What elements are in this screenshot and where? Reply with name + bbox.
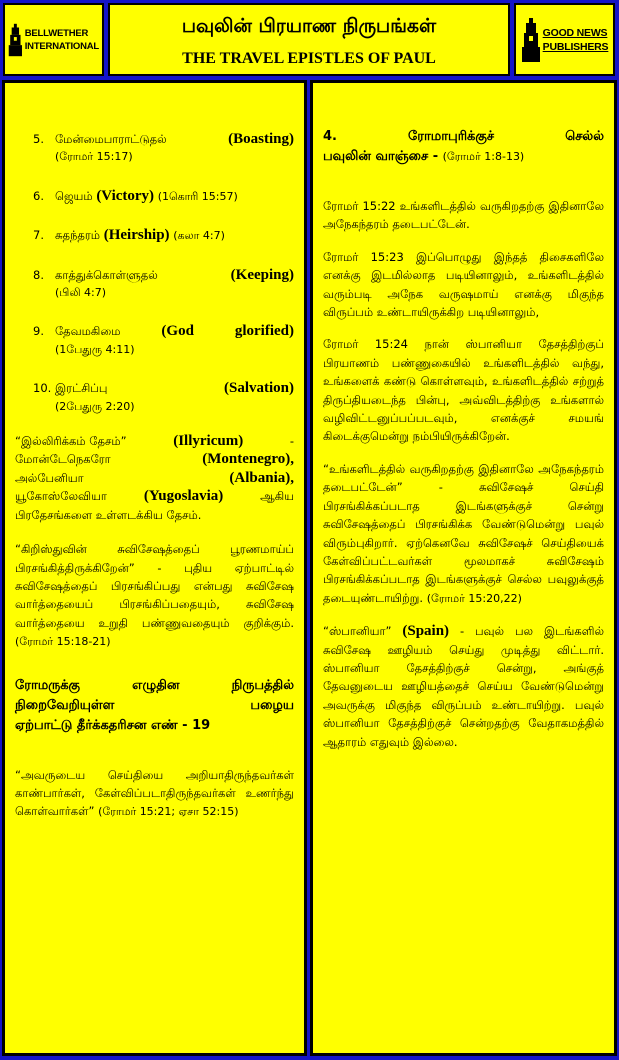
bell-tower-icon [8, 18, 23, 62]
list-item [33, 187, 294, 206]
verse-15-23 [323, 248, 604, 322]
verse-15-24 [323, 335, 604, 445]
quote-ref: (ரோமர் 15:21; ஏசா 52:15) [98, 805, 239, 819]
header-left-logo-box [3, 3, 104, 76]
list-ref: (கலா 4:7) [173, 229, 225, 243]
page-title-english: THE TRAVEL EPISTLES OF PAUL [182, 50, 436, 67]
illyricum-dash: - [289, 434, 294, 449]
heading-line: பவுலின் வாஞ்சை - [323, 149, 439, 164]
list-ref: (1பேதுரு 4:11) [55, 342, 135, 356]
list-tamil: ஜெயம் [55, 188, 93, 203]
list-tamil: சுதந்தரம் [55, 228, 101, 243]
bell-tower-icon [521, 18, 541, 62]
left-column [2, 80, 307, 1056]
illyricum-english: (Yugoslavia) [143, 488, 224, 505]
illyricum-text: “இல்லிரிக்கம் தேசம்” [15, 434, 127, 449]
illyricum-paragraph [15, 432, 294, 524]
list-number: 6. [33, 188, 44, 203]
list-item [33, 130, 294, 167]
left-logo-line2: INTERNATIONAL [24, 40, 99, 52]
illyricum-text: பிரதேசங்களை உள்ளடக்கிய தேசம். [15, 507, 202, 522]
illyricum-text: ஆகிய [260, 489, 294, 504]
list-english: (Heirship) [103, 227, 170, 244]
verse-text: ரோமர் 15:24 நான் ஸ்பானியா தேசத்திற்குப் பிரயாணம் பண்ணுகையில் உங்களிடத்தில் வந்து, உங்களைக் கண்டு கொள்ளவும், உங்களிடத்தில் சற்றுத் திருப்தியடைந்த பின்பு, அவ்விடத்திற்கு உங்களால் வழிவிட்டனுப்பப்படவும், எனக்குச் சமயங் கிடைக்குமென்று நம்பியிருக்கிறேன். [323, 337, 604, 444]
list-number: 7. [33, 228, 44, 243]
illyricum-text: மோன்டேநெகரோ [15, 452, 111, 467]
list-number: 9. [33, 324, 44, 339]
illyricum-text: யூகோஸ்லேவியா [15, 489, 107, 504]
spain-english: (Spain) [402, 623, 450, 640]
hindered-text: “உங்களிடத்தில் வருகிறதற்கு இதினாலே அநேகந்தரம் தடைபட்டேன்” - சுவிசேஷச் செய்தி பிரசங்கிக்கப்படாத இடங்களுக்குச் சென்று சுவிசேஷத்தைப் பிரசங்கிக்க வேண்டுமென்று பவுல் விரும்புகிறார். ஏற்கெனவே சுவிசேஷச் செய்தியைக் கேள்விப்பட்டவர்கள் மூலமாகச் சுவிசேஷம் பிரசங்கிக்கப்படாத இடங்களுக்குச் செல்ல பவுலுக்குத் தடையுண்டாயிற்று. [323, 461, 604, 605]
list-tamil: தேவமகிமை [55, 324, 121, 339]
page-title-tamil: பவுலின் பிரயாண நிருபங்கள் [181, 15, 437, 37]
gospel-text: “கிறிஸ்துவின் சுவிசேஷத்தைப் பூரணமாய்ப் பிரசங்கித்திருக்கிறேன்” - புதிய ஏற்பாட்டில் சுவிசேஷத்தைப் பிரசங்கிப்பது என்பது சுவிசேஷ வார்த்தையைப் பிரசங்கிப்பதையும், சுவிசேஷ வார்த்தையை உறுதி பண்ணுவதையும் குறிக்கும். [15, 542, 294, 630]
list-english: (Boasting) [228, 131, 294, 147]
spain-label: “ஸ்பானியா” [323, 624, 392, 639]
verse-text: ரோமர் 15:22 உங்களிடத்தில் வருகிறதற்கு இதினாலே அநேகந்தரம் தடைபட்டேன். [323, 199, 604, 232]
list-ref: (பிலி 4:7) [55, 286, 107, 300]
list-number: 8. [33, 267, 44, 282]
gospel-paragraph [15, 540, 294, 651]
heading-word: ரோமாபுரிக்குச் [408, 129, 495, 144]
heading-word: செல்ல் [565, 129, 604, 144]
list-ref: (ரோமர் 15:17) [55, 150, 133, 164]
list-english: (Victory) [96, 187, 155, 204]
list-english: (Keeping) [230, 266, 294, 283]
right-logo-text [543, 26, 609, 54]
list-english: glorified) [234, 323, 294, 340]
header-title-box [108, 3, 510, 76]
illyricum-text: அல்பேனியா [15, 470, 84, 485]
hindered-paragraph [323, 460, 604, 608]
illyricum-english: (Albania), [229, 469, 294, 486]
right-column [310, 80, 617, 1056]
list-ref: (1கொரி 15:57) [157, 189, 238, 203]
list-number: 10. [33, 381, 52, 396]
right-logo-line2: PUBLISHERS [542, 40, 609, 53]
list-item [33, 266, 294, 303]
spain-text: - பவுல் பல இடங்களில் சுவிசேஷ ஊழியம் செய்து முடித்து விட்டார். ஸ்பானியா தேசத்திற்குச் சென்று, அங்குத் தேவனுடைய ஊழியத்தைச் செய்ய வேண்டுமென்று அவருக்கு மிகுந்த விருப்பம் உண்டாயிற்று. பவுல் ஸ்பானியா தேசத்திற்குச் சென்றதற்கு வேதாகமத்தில் ஆதாரம் எதுவும் இல்லை. [323, 624, 604, 749]
illyricum-english: (Illyricum) [173, 433, 244, 450]
list-tamil: மேன்மைபாராட்டுதல் [55, 132, 167, 146]
heading-word: நிறைவேறியுள்ள [15, 697, 115, 713]
quote-text: “அவருடைய செய்தியை அறியாதிருந்தவர்கள் காண்பார்கள், கேள்விப்படாதிருந்தவர்கள் உணர்ந்து கொள்வார்கள்” [15, 767, 294, 819]
heading-ref: (ரோமர் 1:8-13) [442, 150, 525, 163]
section-heading [323, 127, 604, 167]
heading-number: 4. [323, 129, 337, 144]
right-logo-line1: GOOD NEWS [542, 26, 608, 39]
verse-15-22 [323, 197, 604, 234]
gospel-ref: (ரோமர் 15:18-21) [15, 635, 111, 649]
left-logo-line1: BELLWETHER [24, 27, 89, 39]
list-item [33, 226, 294, 245]
quote-paragraph [15, 766, 294, 822]
spain-paragraph [323, 622, 604, 751]
verse-text: ரோமர் 15:23 இப்பொழுது இந்தத் திசைகளிலே எனக்கு இடமில்லாத படியினாலும், உங்களிடத்தில் வரும்படி அநேக வருஷமாய் எனக்கு மிகுந்த விருப்பம் உண்டாயிருக்கிற படியினாலும், [323, 249, 604, 320]
list-english: (Salvation) [223, 380, 294, 397]
heading-line: ஏற்பாட்டு தீர்க்கதரிசன எண் - 19 [15, 717, 211, 733]
numbered-list [15, 130, 294, 416]
list-tamil: காத்துக்கொள்ளுதல் [55, 267, 158, 282]
illyricum-english: (Montenegro), [202, 451, 294, 468]
left-logo-text [25, 27, 99, 53]
list-english: (God [161, 323, 194, 340]
heading-word: எழுதின [132, 677, 180, 693]
header-right-logo-box [514, 3, 615, 76]
heading-word: ரோமருக்கு [15, 677, 81, 693]
list-item [33, 379, 294, 416]
prophecy-heading [15, 676, 294, 736]
hindered-ref: (ரோமர் 15:20,22) [426, 591, 522, 605]
list-item [33, 322, 294, 359]
list-number: 5. [33, 132, 44, 146]
list-ref: (2பேதுரு 2:20) [55, 399, 135, 413]
list-tamil: இரட்சிப்பு [55, 381, 108, 396]
heading-word: பழைய [250, 697, 294, 713]
heading-word: நிருபத்தில் [231, 677, 294, 693]
